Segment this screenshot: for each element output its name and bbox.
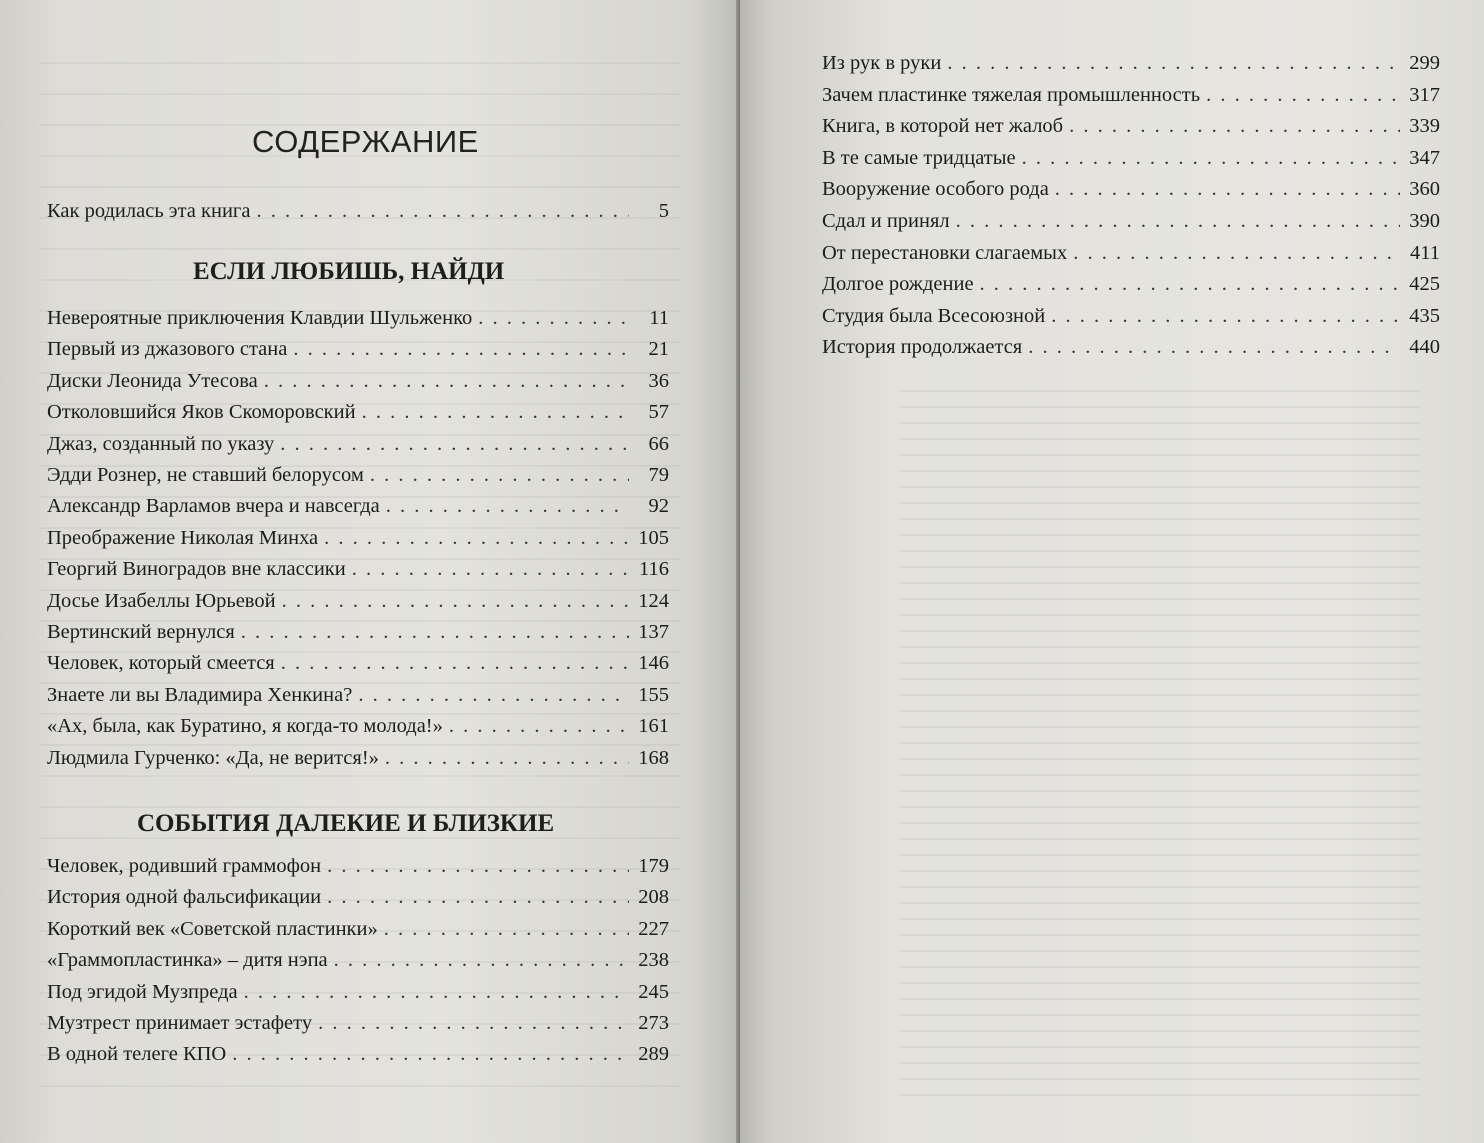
toc-page-number: 79	[648, 464, 669, 486]
toc-page-number: 105	[638, 526, 669, 549]
toc-page-number: 124	[638, 589, 669, 612]
left-page	[0, 0, 740, 1143]
toc-entry	[47, 886, 669, 917]
toc-entry-title: История одной фальсификации	[47, 886, 322, 909]
toc-entry	[47, 1043, 669, 1074]
toc-page-number: 146	[638, 652, 669, 675]
toc-entry	[47, 401, 669, 432]
toc-entry-title: Вооружение особого рода	[822, 178, 1049, 201]
toc-page-number: 425	[1409, 273, 1440, 296]
toc-entry	[47, 981, 669, 1012]
toc-entry	[47, 307, 669, 338]
toc-entry	[47, 684, 669, 715]
toc-leader-dots	[362, 401, 629, 424]
toc-entry-title: Вертинский вернулся	[47, 621, 235, 643]
toc-leader-dots	[327, 855, 629, 878]
toc-page-number: 155	[638, 683, 669, 706]
toc-entry	[47, 464, 669, 495]
toc-entry	[47, 558, 669, 589]
toc-page-number: 92	[648, 495, 669, 518]
toc-entry	[47, 527, 669, 558]
toc-page-number: 435	[1409, 304, 1440, 327]
toc-entry	[47, 370, 669, 401]
toc-entry-title: В те самые тридцатые	[822, 146, 1016, 169]
toc-leader-dots	[1073, 242, 1400, 265]
toc-entry-title: Знаете ли вы Владимира Хенкина?	[47, 683, 353, 706]
toc-page-number: 11	[649, 307, 669, 329]
toc-entry-title: История продолжается	[822, 336, 1023, 359]
toc-entry	[47, 621, 669, 652]
toc-entry	[47, 590, 669, 621]
toc-entry	[822, 147, 1440, 178]
toc-page-number: 273	[638, 1012, 669, 1034]
toc-leader-dots	[1206, 84, 1400, 107]
section-heading-2: СОБЫТИЯ ДАЛЕКИЕ И БЛИЗКИЕ	[137, 810, 555, 837]
toc-entry-title: Преображение Николая Минха	[47, 526, 319, 549]
toc-leader-dots	[232, 1043, 629, 1066]
toc-entry	[822, 305, 1440, 336]
toc-entry-title: Короткий век «Советской пластинки»	[47, 917, 378, 940]
toc-leader-dots	[318, 1012, 629, 1035]
toc-entry	[47, 338, 669, 369]
toc-leader-dots	[358, 684, 629, 707]
toc-page-number: 179	[638, 855, 669, 877]
toc-entry	[822, 115, 1440, 146]
toc-entry-title: Музтрест принимает эстафету	[47, 1012, 313, 1034]
toc-leader-dots	[449, 715, 629, 738]
toc-leader-dots	[241, 621, 629, 644]
toc-entry-title: От перестановки слагаемых	[822, 241, 1068, 264]
toc-leader-dots	[1055, 178, 1400, 201]
toc-entry-title: Эдди Рознер, не ставший белорусом	[47, 464, 364, 486]
toc-entry	[822, 273, 1440, 304]
toc-entry	[47, 652, 669, 683]
toc-entry-title: Студия была Всесоюзной	[822, 304, 1046, 327]
toc-entry	[822, 242, 1440, 273]
toc-entry-title: Человек, который смеется	[47, 652, 275, 675]
toc-entry	[47, 855, 669, 886]
toc-entry-title: Из рук в руки	[822, 52, 942, 74]
toc-leader-dots	[282, 590, 629, 613]
toc-entry	[822, 336, 1440, 367]
toc-entry-title: Человек, родивший граммофон	[47, 855, 322, 877]
toc-entry	[47, 495, 669, 526]
toc-page-number: 66	[648, 432, 669, 455]
toc-page-number: 289	[638, 1043, 669, 1066]
toc-entry-title: Джаз, созданный по указу	[47, 432, 275, 455]
toc-entry	[822, 52, 1440, 83]
toc-leader-dots	[956, 210, 1400, 233]
toc-entry-title: Людмила Гурченко: «Да, не верится!»	[47, 746, 379, 769]
toc-entry-title: Зачем пластинке тяжелая промышленность	[822, 83, 1201, 106]
toc-entry-title: Отколовшийся Яков Скоморовский	[47, 401, 356, 424]
section-heading-1: ЕСЛИ ЛЮБИШЬ, НАЙДИ	[193, 258, 505, 285]
toc-leader-dots	[370, 464, 629, 487]
toc-leader-dots	[947, 52, 1400, 75]
toc-leader-dots	[256, 200, 629, 223]
toc-page-number: 360	[1409, 178, 1440, 201]
toc-leader-dots	[244, 981, 629, 1004]
toc-entry	[47, 747, 669, 778]
toc-leader-dots	[385, 747, 629, 770]
toc-page-number: 339	[1409, 115, 1440, 138]
toc-leader-dots	[1028, 336, 1400, 359]
toc-entry	[822, 178, 1440, 209]
toc-leader-dots	[352, 558, 629, 581]
toc-entry-title: Долгое рождение	[822, 273, 974, 296]
toc-entry	[47, 433, 669, 464]
right-page	[740, 0, 1484, 1143]
toc-entry-title: Сдал и принял	[822, 210, 950, 232]
toc-leader-dots	[980, 273, 1400, 296]
toc-page-number: 390	[1409, 210, 1440, 232]
toc-page-number: 36	[648, 369, 669, 392]
toc-entry-title: Георгий Виноградов вне классики	[47, 558, 346, 581]
toc-entry	[822, 84, 1440, 115]
toc-entry	[47, 949, 669, 980]
toc-leader-dots	[280, 433, 629, 456]
toc-page-number: 161	[638, 715, 669, 738]
toc-leader-dots	[324, 527, 629, 550]
toc-entry	[47, 715, 669, 746]
toc-page-number: 168	[638, 746, 669, 769]
toc-entry-title: Книга, в которой нет жалоб	[822, 115, 1064, 138]
toc-entry-title: В одной телеге КПО	[47, 1043, 227, 1066]
toc-entry-title: «Ах, была, как Буратино, я когда-то молода!»	[47, 715, 443, 738]
toc-page-number: 137	[638, 621, 669, 643]
toc-entry	[47, 918, 669, 949]
toc-page-number: 21	[648, 338, 669, 361]
toc-page-number: 347	[1409, 146, 1440, 169]
toc-page-number: 238	[638, 949, 669, 972]
toc-leader-dots	[478, 307, 629, 330]
toc-leader-dots	[386, 495, 629, 518]
toc-leader-dots	[1069, 115, 1400, 138]
toc-entry-title: «Граммопластинка» – дитя нэпа	[47, 949, 328, 972]
toc-leader-dots	[1022, 147, 1400, 170]
toc-leader-dots	[264, 370, 629, 393]
toc-entry-title: Александр Варламов вчера и навсегда	[47, 495, 380, 518]
toc-entry	[47, 1012, 669, 1043]
toc-leader-dots	[334, 949, 629, 972]
toc-entry-title: Невероятные приключения Клавдии Шульженко	[47, 307, 473, 329]
toc-leader-dots	[1051, 305, 1400, 328]
toc-page-number: 5	[658, 200, 669, 222]
toc-leader-dots	[293, 338, 629, 361]
toc-leader-dots	[384, 918, 629, 941]
toc-entry-intro	[47, 200, 669, 231]
toc-entry-title: Как родилась эта книга	[47, 200, 251, 222]
toc-page-number: 57	[648, 401, 669, 424]
toc-entry	[822, 210, 1440, 241]
toc-page-number: 317	[1409, 83, 1440, 106]
toc-page-number: 227	[638, 917, 669, 940]
toc-entry-title: Досье Изабеллы Юрьевой	[47, 589, 276, 612]
toc-entry-title: Под эгидой Музпреда	[47, 980, 238, 1003]
toc-entry-title: Диски Леонида Утесова	[47, 369, 258, 392]
contents-title: СОДЕРЖАНИЕ	[252, 124, 479, 159]
toc-page-number: 411	[1410, 241, 1440, 264]
toc-page-number: 440	[1409, 336, 1440, 359]
toc-entry-title: Первый из джазового стана	[47, 338, 288, 361]
toc-page-number: 208	[638, 886, 669, 909]
toc-page-number: 299	[1409, 52, 1440, 74]
toc-leader-dots	[281, 652, 629, 675]
toc-page-number: 245	[638, 980, 669, 1003]
toc-leader-dots	[327, 886, 629, 909]
toc-page-number: 116	[639, 558, 669, 581]
